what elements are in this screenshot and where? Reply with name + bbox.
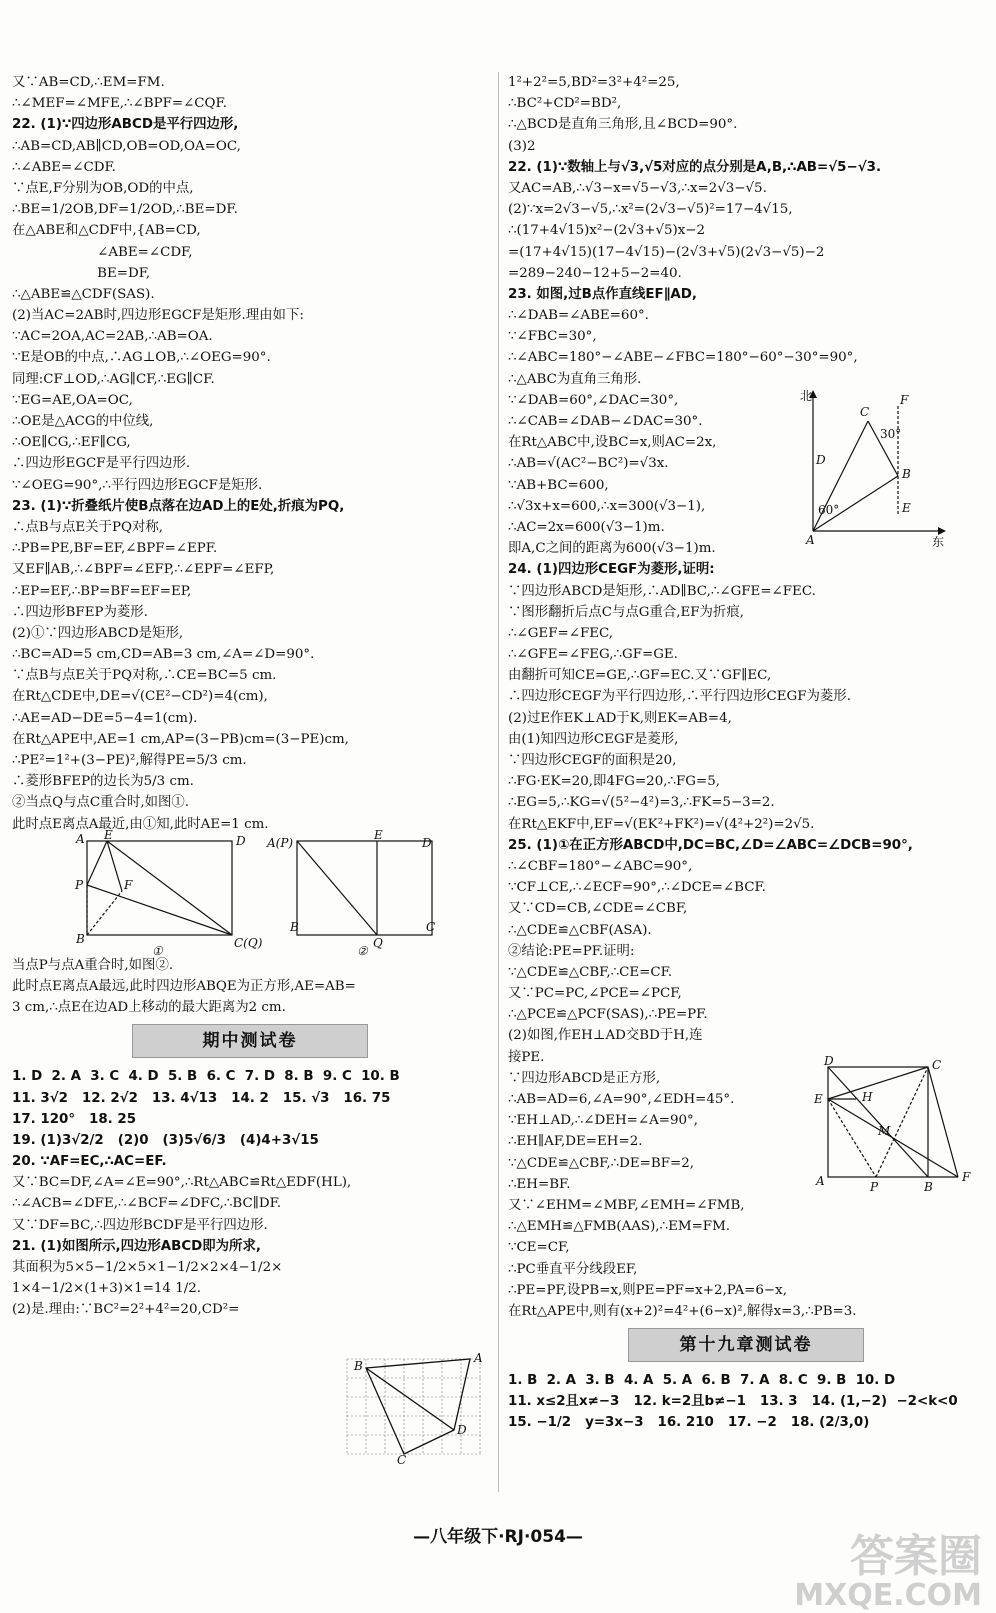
text-line: ∴∠GFE=∠FEG,∴GF=GE. [508, 647, 678, 663]
watermark-url: MXQE.COM [794, 1578, 982, 1613]
text-line: 22. (1)∵四边形ABCD是平行四边形, [12, 117, 239, 133]
text-line: 又∵∠EHM=∠MBF,∠EMH=∠FMB, [508, 1197, 745, 1213]
text-line: 又AC=AB,∴√3−x=√5−√3,∴x=2√3−√5. [508, 180, 767, 196]
fig1-label: B [76, 931, 85, 946]
grid-label: D [457, 1423, 467, 1437]
compass-label: E [902, 501, 911, 515]
text-line: 11. x≤2且x≠−3 12. k=2且b≠−1 13. 3 14. (1,−2) −2<k<0 [508, 1394, 958, 1410]
text-line: ∴PE²=1²+(3−PE)²,解得PE=5/3 cm. [12, 753, 247, 768]
watermark [794, 1520, 982, 1613]
text-line: ∴PE=PF,设PB=x,则PE=PF=x+2,PA=6−x, [508, 1282, 787, 1298]
text-line: ∵AB+BC=600, [508, 477, 609, 493]
grid-label: B [354, 1359, 363, 1373]
text-line: ∴∠CBF=180°−∠ABC=90°, [508, 858, 693, 874]
midterm-banner: 期中测试卷 [132, 1024, 368, 1058]
fig1-label: F [124, 877, 133, 892]
text-line: ∵EH⊥AD,∴∠DEH=∠A=90°, [508, 1113, 698, 1129]
compass-label: D [816, 453, 826, 467]
compass-label: A [806, 533, 815, 547]
grid-label: A [474, 1351, 483, 1365]
text-line: =(17+4√15)(17−4√15)−(2√3+√5)(2√3−√5)−2 [508, 244, 825, 260]
text-line: 当点P与点A重合时,如图②. [12, 957, 174, 973]
text-line: ∴∠ACB=∠DFE,∴∠BCF=∠DFC,∴BC∥DF. [12, 1196, 282, 1212]
text-line: ∵四边形CEGF的面积是20, [508, 753, 677, 768]
text-line: ∴四边形EGCF是平行四边形. [12, 456, 191, 472]
text-line: ∴FG·EK=20,即4FG=20,∴FG=5, [508, 774, 720, 790]
text-line: ∴AB=CD,AB∥CD,OB=OD,OA=OC, [12, 138, 241, 154]
compass-label: C [860, 405, 870, 419]
text-line: ∴AE=AD−DE=5−4=1(cm). [12, 710, 198, 726]
text-line: ∵四边形ABCD是正方形, [508, 1070, 661, 1086]
square-label: D [824, 1054, 834, 1068]
text-line: 23. (1)∵折叠纸片使B点落在边AD上的E处,折痕为PQ, [12, 498, 345, 514]
compass-label: 北 [800, 389, 813, 403]
text-line: 其面积为5×5−1/2×5×1−1/2×2×4−1/2× [12, 1260, 283, 1275]
text-line: 在Rt△EKF中,EF=√(EK²+FK²)=√(4²+2²)=2√5. [508, 816, 815, 832]
figure-fold-diagrams [12, 827, 436, 958]
text-line: ∵图形翻折后点C与点G重合,EF为折痕, [508, 604, 744, 620]
text-line: ∵△CDE≌△CBF,∴DE=BF=2, [508, 1155, 695, 1171]
text-line: ∴△BCD是直角三角形,且∠BCD=90°. [508, 117, 738, 133]
text-line: 在Rt△APE中,则有(x+2)²=4²+(6−x)²,解得x=3,∴PB=3. [508, 1303, 857, 1319]
text-line: ∴△PCE≌△PCF(SAS),∴PE=PF. [508, 1007, 708, 1023]
text-line: (2)如图,作EH⊥AD交BD于H,连 [508, 1028, 703, 1044]
square-label: M [878, 1124, 891, 1138]
text-line: ∴∠ABE=∠CDF. [12, 159, 116, 175]
text-line: 即A,C之间的距离为600(√3−1)m. [508, 541, 716, 557]
text-line: (2)过E作EK⊥AD于K,则EK=AB=4, [508, 710, 732, 726]
fig1-label: ① [152, 943, 163, 958]
text-line: ∴菱形BFEP的边长为5/3 cm. [12, 774, 194, 790]
text-line: ∵∠FBC=30°, [508, 329, 597, 345]
text-line: 又∵BC=DF,∠A=∠E=90°,∴Rt△ABC≌Rt△EDF(HL), [12, 1175, 352, 1191]
text-line: ∵∠DAB=60°,∠DAC=30°, [508, 392, 679, 408]
square-label: P [870, 1180, 879, 1194]
fig2-label: A(P) [267, 835, 294, 850]
square-label: F [962, 1170, 971, 1184]
text-line: ∴EH∥AF,DE=EH=2. [508, 1134, 643, 1150]
text-line: ②当点Q与点C重合时,如图①. [12, 795, 190, 811]
text-line: 由(1)知四边形CEGF是菱形, [508, 731, 679, 747]
square-label: C [932, 1058, 942, 1072]
compass-label: B [902, 467, 911, 481]
text-line: ∴BC=AD=5 cm,CD=AB=3 cm,∠A=∠D=90°. [12, 647, 315, 663]
text-line: ∴∠GEF=∠FEC, [508, 625, 614, 641]
column-divider [498, 72, 499, 1492]
text-line: ∴OE是△ACG的中位线, [12, 414, 154, 429]
text-line: ∴∠MEF=∠MFE,∴∠BPF=∠CQF. [12, 96, 227, 112]
text-line: 23. 如图,过B点作直线EF∥AD, [508, 286, 697, 302]
text-line: ②结论:PE=PF.证明: [508, 943, 635, 959]
text-line: (3)2 [508, 138, 536, 154]
text-line: ∴四边形CEGF为平行四边形,∴平行四边形CEGF为菱形. [508, 689, 851, 705]
text-line: BE=DF, [12, 265, 151, 281]
text-line: ∴AC=2x=600(√3−1)m. [508, 519, 665, 535]
left-solutions-cont [12, 955, 494, 1019]
text-line: 接PE. [508, 1049, 545, 1065]
fig2-label: E [374, 827, 383, 842]
text-line: ∴∠CAB=∠DAB−∠DAC=30°. [508, 414, 703, 429]
chapter19-banner: 第十九章测试卷 [628, 1328, 864, 1362]
grid-label: C [397, 1453, 407, 1467]
text-line: ∴点B与点E关于PQ对称, [12, 519, 163, 535]
text-line: ∴EH=BF. [508, 1176, 571, 1192]
text-line: 此时点E离点A最近,由①知,此时AE=1 cm. [12, 816, 269, 832]
text-line: ∴OE∥CG,∴EF∥CG, [12, 435, 131, 451]
text-line: 20. ∵AF=EC,∴AC=EF. [12, 1154, 167, 1170]
text-line: ∴√3x+x=600,∴x=300(√3−1), [508, 498, 706, 514]
text-line: ∵AC=2OA,AC=2AB,∴AB=OA. [12, 329, 213, 345]
grid-figure [342, 1351, 492, 1467]
fig1-label: P [75, 877, 84, 892]
text-line: (2)①∵四边形ABCD是矩形, [12, 625, 184, 641]
text-line: 又∵PC=PC,∠PCE=∠PCF, [508, 986, 682, 1002]
compass-label: F [900, 393, 909, 407]
fig2-label: D [422, 835, 432, 850]
fig1-label: A [76, 831, 85, 846]
text-line: ∴四边形BFEP为菱形. [12, 604, 148, 620]
square-label: E [814, 1092, 823, 1106]
text-line: ∴AB=√(AC²−BC²)=√3x. [508, 456, 669, 472]
text-line: 17. 120° 18. 25 [12, 1111, 137, 1127]
text-line: ∵EG=AE,OA=OC, [12, 392, 133, 408]
text-line: ∴△ABE≌△CDF(SAS). [12, 286, 155, 302]
fig2-label: ② [357, 943, 368, 958]
text-line: ∴AB=AD=6,∠A=90°,∠EDH=45°. [508, 1092, 735, 1107]
text-line: ∴△CDE≌△CBF(ASA). [508, 922, 652, 938]
text-line: ∵点E,F分别为OB,OD的中点, [12, 180, 194, 196]
compass-label: 东 [932, 535, 945, 549]
watermark-text: 答案圈 [850, 1531, 982, 1582]
text-line: ∵CF⊥CE,∴∠ECF=90°,∴∠DCE=∠BCF. [508, 880, 766, 896]
text-line: ∴△ABC为直角三角形. [508, 371, 642, 387]
text-line: 15. −1/2 y=3x−3 16. 210 17. −2 18. (2/3,0) [508, 1415, 870, 1431]
text-line: 3 cm,∴点E在边AD上移动的最大距离为2 cm. [12, 1000, 286, 1016]
midterm-answers [12, 1066, 494, 1320]
text-line: ∴EP=EF,∴BP=BF=EF=EP, [12, 583, 192, 599]
compass-label: 60° [818, 503, 840, 517]
fig2-label: C [426, 919, 436, 934]
text-line: 24. (1)四边形CEGF为菱形,证明: [508, 562, 715, 578]
left-column [12, 72, 494, 1467]
text-line: 1²+2²=5,BD²=3²+4²=25, [508, 75, 680, 90]
text-line: 11. 3√2 12. 2√2 13. 4√13 14. 2 15. √3 16. 75 [12, 1090, 391, 1106]
text-line: 25. (1)①在正方形ABCD中,DC=BC,∠D=∠ABC=∠DCB=90°, [508, 837, 913, 853]
text-line: 在Rt△ABC中,设BC=x,则AC=2x, [508, 435, 717, 451]
left-solutions [12, 72, 494, 835]
text-line: ∠ABE=∠CDF, [12, 244, 193, 260]
text-line: ∴△EMH≌△FMB(AAS),∴EM=FM. [508, 1219, 731, 1235]
square-label: A [816, 1174, 825, 1188]
text-line: ∵∠OEG=90°,∴平行四边形EGCF是矩形. [12, 477, 263, 493]
text-line: 又EF∥AB,∴∠BPF=∠EFP,∴∠EPF=∠EFP, [12, 562, 275, 578]
text-line: 22. (1)∵数轴上与√3,√5对应的点分别是A,B,∴AB=√5−√3. [508, 159, 882, 175]
text-line: ∴PB=PE,BF=EF,∠BPF=∠EPF. [12, 541, 218, 557]
page-footer: —八年级下·RJ·054— [413, 1527, 583, 1547]
text-line: 又∵AB=CD,∴EM=FM. [12, 75, 165, 90]
square-figure [808, 1054, 978, 1197]
text-line: ∵点B与点E关于PQ对称,∴CE=BC=5 cm. [12, 668, 277, 684]
fig1-label: E [104, 827, 113, 842]
text-line: ∴PC垂直平分线段EF, [508, 1261, 638, 1277]
chapter19-answers [508, 1370, 986, 1434]
text-line: 同理:CF⊥OD,∴AG∥CF,∴EG∥CF. [12, 371, 215, 387]
text-line: 在Rt△CDE中,DE=√(CE²−CD²)=4(cm), [12, 689, 268, 705]
square-label: B [924, 1180, 933, 1194]
text-line: ∵E是OB的中点,∴AG⊥OB,∴∠OEG=90°. [12, 350, 271, 366]
fig1-label: C(Q) [234, 935, 263, 950]
text-line: =289−240−12+5−2=40. [508, 265, 682, 281]
text-line: 在Rt△APE中,AE=1 cm,AP=(3−PB)cm=(3−PE)cm, [12, 731, 349, 747]
fig1-label: D [236, 833, 246, 848]
text-line: 由翻折可知CE=GE,∴GF=EC.又∵GF∥EC, [508, 668, 772, 684]
text-line: ∴∠ABC=180°−∠ABE−∠FBC=180°−60°−30°=90°, [508, 350, 858, 366]
text-line: ∴EG=5,∴KG=√(5²−4²)=3,∴FK=5−3=2. [508, 795, 775, 811]
text-line: (2)∵x=2√3−√5,∴x²=(2√3−√5)²=17−4√15, [508, 202, 793, 218]
text-line: 在△ABE和△CDF中,{AB=CD, [12, 223, 201, 239]
text-line: 19. (1)3√2/2 (2)0 (3)5√6/3 (4)4+3√15 [12, 1132, 319, 1148]
text-line: ∴∠DAB=∠ABE=60°. [508, 308, 649, 324]
text-line: 1. B 2. A 3. B 4. A 5. A 6. B 7. A 8. C 9. B 10. D [508, 1373, 896, 1389]
text-line: 1. D 2. A 3. C 4. D 5. B 6. C 7. D 8. B 9. C 10. B [12, 1069, 400, 1085]
text-line: 又∵CD=CB,∠CDE=∠CBF, [508, 901, 688, 917]
text-line: ∵CE=CF, [508, 1240, 570, 1256]
text-line: 1×4−1/2×(1+3)×1=14 1/2. [12, 1281, 202, 1297]
text-line: (2)当AC=2AB时,四边形EGCF是矩形.理由如下: [12, 308, 304, 324]
text-line: (2)是.理由:∵BC²=2²+4²=20,CD²= [12, 1302, 240, 1318]
text-line: ∵四边形ABCD是矩形,∴AD∥BC,∴∠GFE=∠FEC. [508, 583, 816, 599]
compass-label: 30° [880, 427, 902, 441]
text-line: 21. (1)如图所示,四边形ABCD即为所求, [12, 1238, 261, 1254]
right-column [508, 72, 986, 1434]
text-line: ∴(17+4√15)x²−(2√3+√5)x−2 [508, 223, 706, 239]
text-line: ∴BE=1/2OB,DF=1/2OD,∴BE=DF. [12, 202, 238, 218]
square-label: H [862, 1090, 873, 1104]
fig2-label: Q [373, 935, 383, 950]
text-line: 又∵DF=BC,∴四边形BCDF是平行四边形. [12, 1217, 268, 1233]
text-line: ∴BC²+CD²=BD², [508, 96, 622, 112]
compass-figure [798, 386, 948, 549]
text-line: 此时点E离点A最远,此时四边形ABQE为正方形,AE=AB= [12, 978, 356, 994]
fig2-label: B [290, 919, 299, 934]
text-line: ∵△CDE≌△CBF,∴CE=CF. [508, 964, 673, 980]
